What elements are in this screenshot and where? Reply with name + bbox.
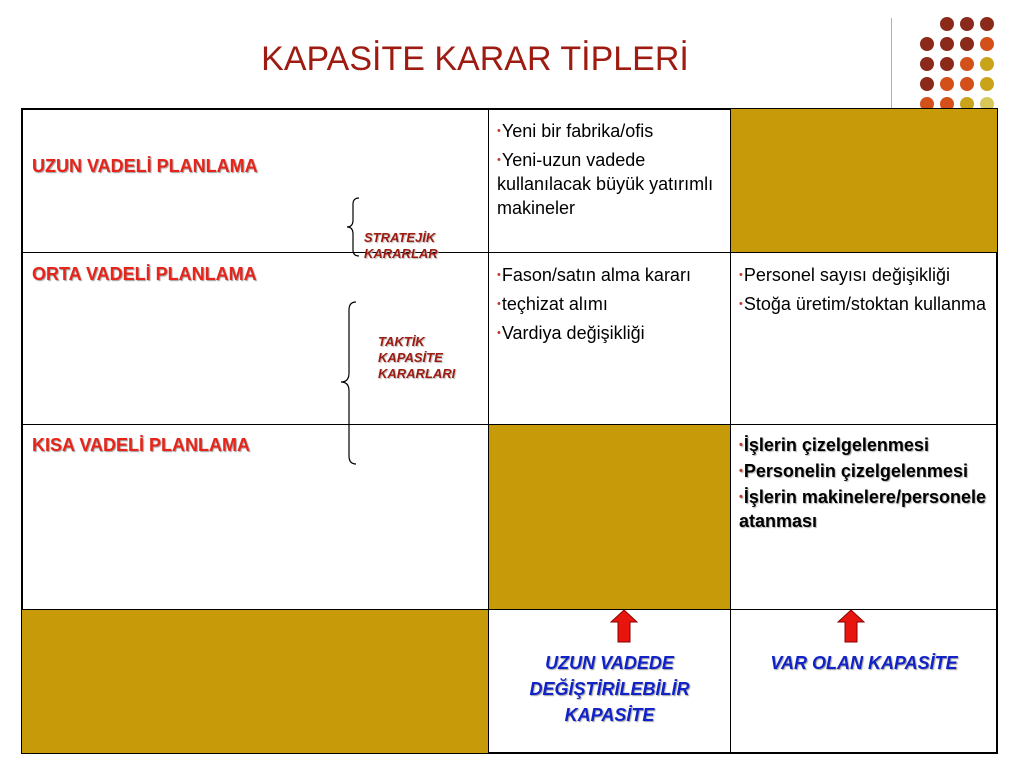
list-item: •Stoğa üretim/stoktan kullanma [739, 294, 986, 314]
list-item: •İşlerin çizelgelenmesi [739, 435, 929, 455]
note-tactical: TAKTİK KAPASİTE KARARLARI [378, 334, 456, 381]
medium-col3-list [739, 263, 989, 321]
decorative-dot-icon [940, 57, 954, 71]
decorative-dot-icon [980, 57, 994, 71]
bullet-icon: • [739, 465, 743, 477]
list-item: •Personel sayısı değişikliği [739, 265, 950, 285]
cell-long-col3-empty [730, 108, 998, 253]
decorative-dot-icon [920, 37, 934, 51]
long-col2-list [497, 119, 725, 225]
decorative-dot-icon [940, 37, 954, 51]
short-col3-list [739, 433, 994, 535]
cell-short-col3 [730, 424, 998, 610]
cell-footer-col1-empty [21, 609, 489, 754]
decorative-dots [0, 0, 1024, 120]
decorative-dot-icon [920, 77, 934, 91]
list-item: •teçhizat alımı [497, 294, 608, 314]
decorative-dot-icon [960, 77, 974, 91]
decorative-dot-icon [960, 17, 974, 31]
list-item: •Yeni bir fabrika/ofis [497, 121, 654, 141]
cell-medium-col2 [488, 252, 731, 425]
decorative-dot-icon [940, 77, 954, 91]
medium-col2-list [497, 263, 725, 350]
bullet-icon: • [739, 269, 743, 281]
list-item: •Yeni-uzun vadede kullanılacak büyük yatırımlı makineler [497, 150, 714, 218]
footer-changeable-capacity: UZUN VADEDE DEĞİŞTİRİLEBİLİR KAPASİTE [529, 653, 690, 725]
decorative-dot-icon [980, 17, 994, 31]
list-item: •Fason/satın alma kararı [497, 265, 691, 285]
list-item: •Personelin çizelgelenmesi [739, 461, 968, 481]
bullet-icon: • [497, 298, 501, 310]
cell-long-col2 [488, 108, 731, 253]
list-item: •İşlerin makinelere/personele atanması [739, 487, 986, 531]
page-title: KAPASİTE KARAR TİPLERİ [261, 40, 689, 78]
cell-medium-col3 [730, 252, 998, 425]
note-strategic: STRATEJİK KARARLAR [364, 230, 438, 261]
row-label-long-term: UZUN VADELİ PLANLAMA [32, 156, 258, 176]
up-arrow-icon [610, 609, 638, 643]
decorative-dot-icon [920, 57, 934, 71]
decorative-dot-icon [980, 77, 994, 91]
list-item: •Vardiya değişikliği [497, 323, 645, 343]
up-arrow-icon [837, 609, 865, 643]
curly-brace-icon [345, 196, 363, 258]
bullet-icon: • [497, 125, 501, 137]
bullet-icon: • [497, 154, 501, 166]
decorative-dot-icon [980, 37, 994, 51]
footer-existing-capacity: VAR OLAN KAPASİTE [770, 653, 958, 673]
cell-short-col2-empty [488, 424, 731, 610]
bullet-icon: • [497, 269, 501, 281]
bullet-icon: • [497, 327, 501, 339]
row-label-short-term: KISA VADELİ PLANLAMA [32, 435, 250, 455]
decorative-dot-icon [960, 37, 974, 51]
row-label-medium-term: ORTA VADELİ PLANLAMA [32, 264, 257, 284]
curly-brace-icon [338, 300, 360, 466]
bullet-icon: • [739, 491, 743, 503]
decorative-dot-icon [940, 17, 954, 31]
bullet-icon: • [739, 298, 743, 310]
decorative-dot-icon [960, 57, 974, 71]
bullet-icon: • [739, 439, 743, 451]
